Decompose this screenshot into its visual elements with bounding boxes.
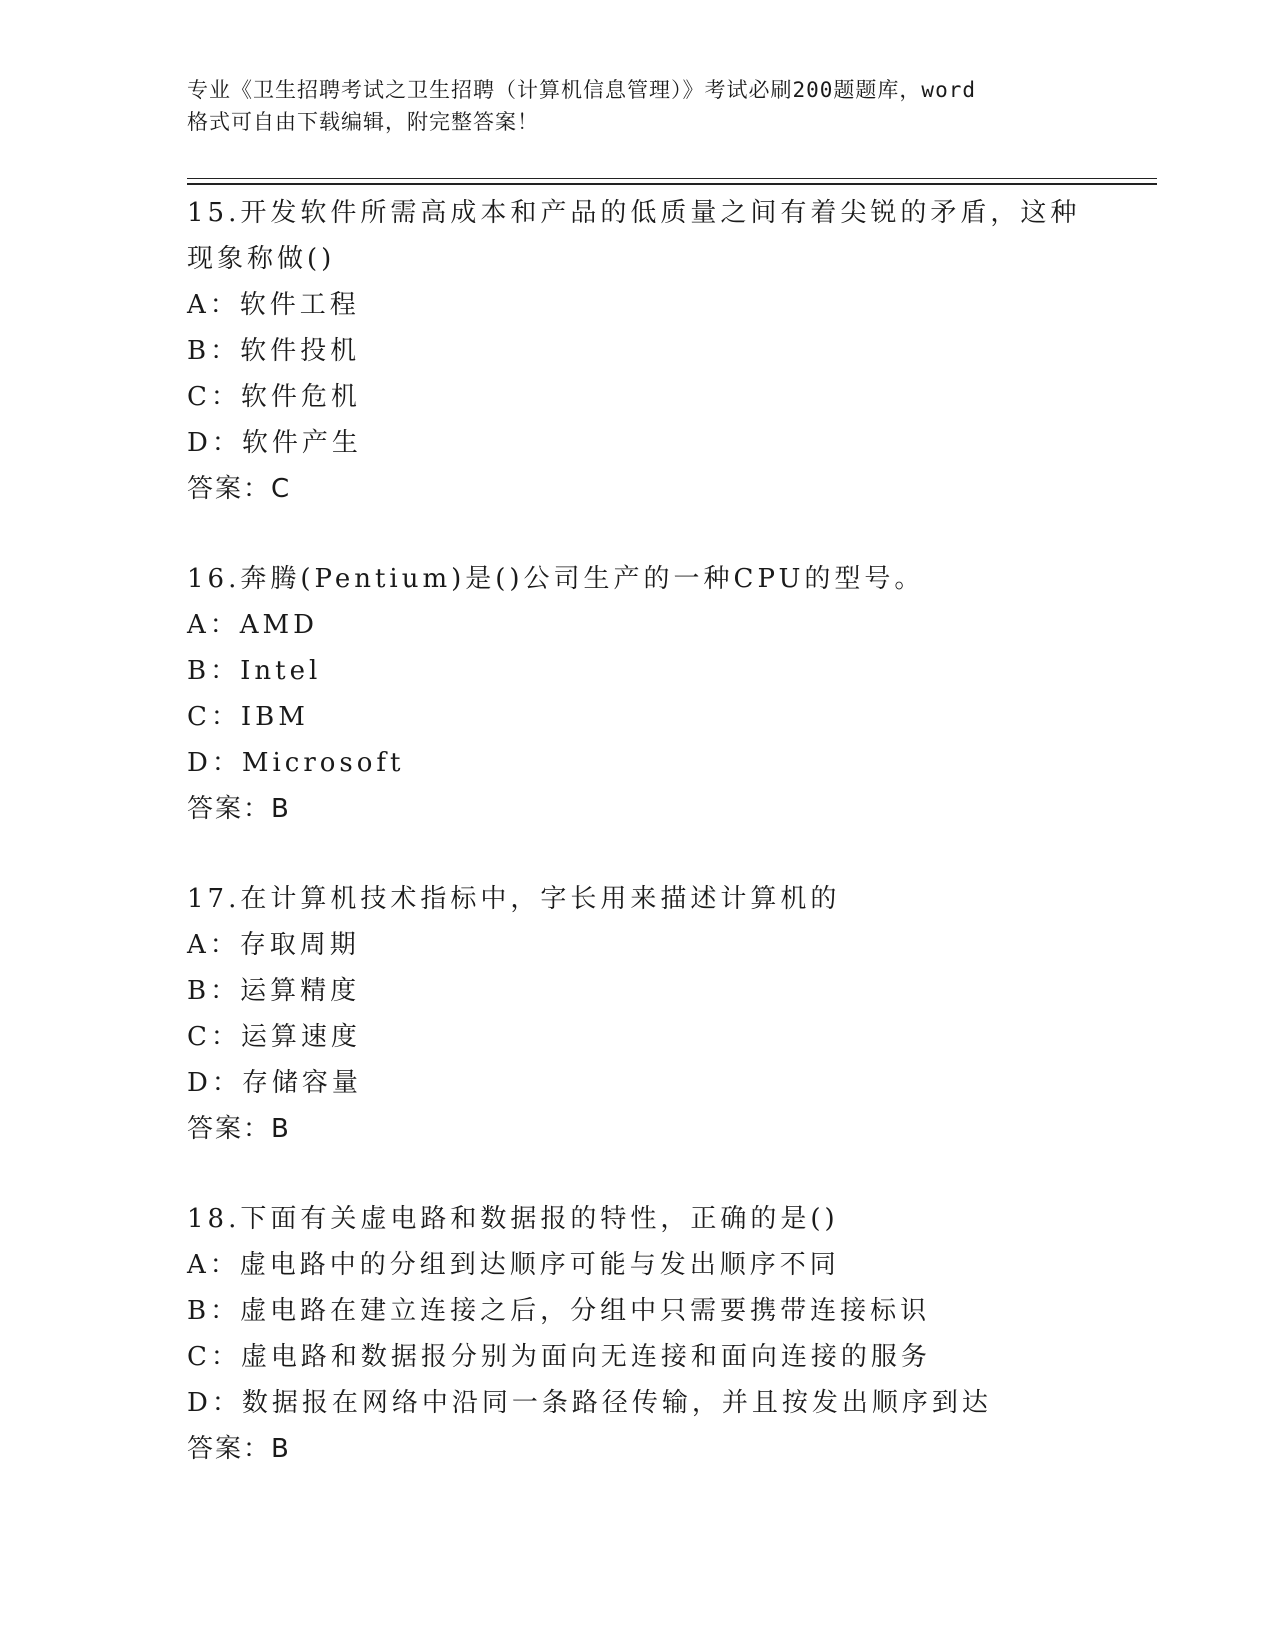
option-d: D：Microsoft xyxy=(187,748,405,778)
option-c: C：软件危机 xyxy=(187,382,361,412)
header-line-1: 专业《卫生招聘考试之卫生招聘（计算机信息管理）》考试必刷200题题库，word xyxy=(187,78,976,102)
question-stem: 16.奔腾(Pentium)是()公司生产的一种CPU的型号。 xyxy=(187,564,925,594)
divider-thin-line xyxy=(187,178,1157,179)
option-a: A：存取周期 xyxy=(187,930,360,960)
header-line-2: 格式可自由下载编辑，附完整答案！ xyxy=(187,110,539,134)
option-d: D：存储容量 xyxy=(187,1068,362,1098)
option-d: D：软件产生 xyxy=(187,428,362,458)
question-item xyxy=(187,190,1157,512)
option-b: B：软件投机 xyxy=(187,336,361,366)
option-a: A：虚电路中的分组到达顺序可能与发出顺序不同 xyxy=(187,1250,840,1280)
answer-text: 答案：B xyxy=(187,1434,291,1464)
answer-text: 答案：B xyxy=(187,794,291,824)
option-c: C：IBM xyxy=(187,702,309,732)
document-header xyxy=(187,74,1087,138)
question-item xyxy=(187,876,1157,1152)
question-stem: 18.下面有关虚电路和数据报的特性，正确的是() xyxy=(187,1204,839,1234)
option-c: C：虚电路和数据报分别为面向无连接和面向连接的服务 xyxy=(187,1342,931,1372)
question-stem: 15.开发软件所需高成本和产品的低质量之间有着尖锐的矛盾，这种现象称做() xyxy=(187,198,1081,274)
option-d: D：数据报在网络中沿同一条路径传输，并且按发出顺序到达 xyxy=(187,1388,992,1418)
question-list xyxy=(187,190,1157,1516)
option-c: C：运算速度 xyxy=(187,1022,361,1052)
question-item xyxy=(187,1196,1157,1472)
header-divider xyxy=(187,178,1157,184)
divider-thick-line xyxy=(187,183,1157,185)
option-b: B：运算精度 xyxy=(187,976,361,1006)
option-b: B：虚电路在建立连接之后，分组中只需要携带连接标识 xyxy=(187,1296,931,1326)
option-a: A：软件工程 xyxy=(187,290,360,320)
answer-text: 答案：B xyxy=(187,1114,291,1144)
question-stem: 17.在计算机技术指标中，字长用来描述计算机的 xyxy=(187,884,841,914)
option-b: B：Intel xyxy=(187,656,322,686)
option-a: A：AMD xyxy=(187,610,319,640)
question-item xyxy=(187,556,1157,832)
answer-text: 答案：C xyxy=(187,474,292,504)
